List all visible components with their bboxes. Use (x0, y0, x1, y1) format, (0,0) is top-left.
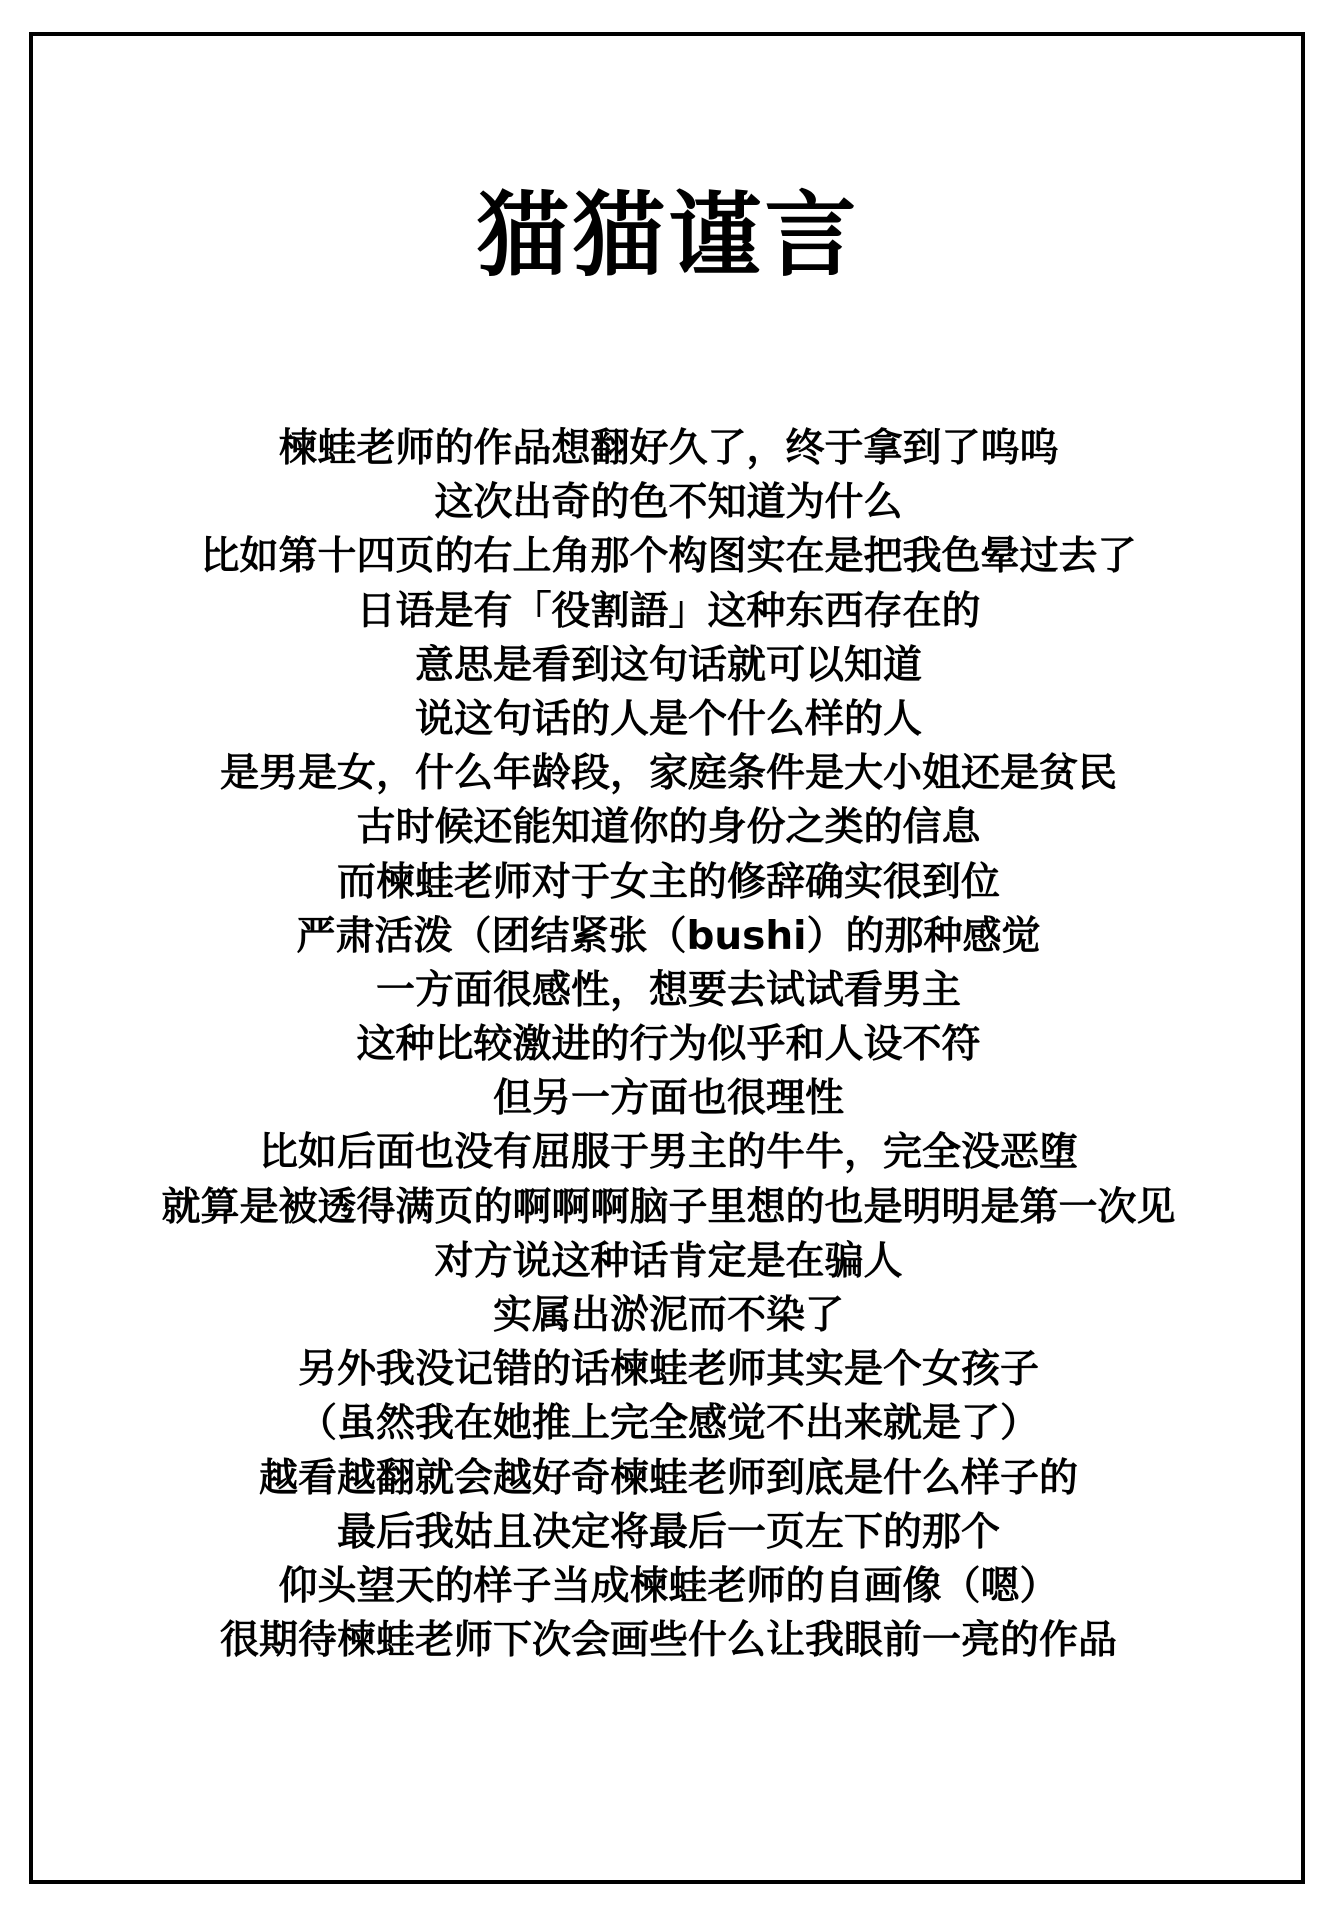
text-line: 很期待楝蛙老师下次会画些什么让我眼前一亮的作品 (219, 1618, 1117, 1664)
text-line: 古时候还能知道你的身份之类的信息 (356, 805, 981, 851)
text-line: 这次出奇的色不知道为什么 (434, 480, 903, 526)
afterword-text (0, 422, 1337, 1668)
text-line: 越看越翻就会越好奇楝蛙老师到底是什么样子的 (258, 1455, 1078, 1501)
text-line: 仰头望天的样子当成楝蛙老师的自画像（嗯） (278, 1563, 1059, 1609)
text-line: 比如后面也没有屈服于男主的牛牛，完全没恶堕 (258, 1130, 1078, 1176)
text-line: 日语是有「役割語」这种东西存在的 (356, 588, 981, 634)
page-title: 猫猫谨言 (476, 182, 861, 289)
text-line: 但另一方面也很理性 (492, 1076, 844, 1122)
text-line: （虽然我在她推上完全感觉不出来就是了） (297, 1401, 1039, 1447)
text-line: 最后我姑且决定将最后一页左下的那个 (336, 1509, 1000, 1555)
text-line: 实属出淤泥而不染了 (492, 1293, 844, 1338)
text-line: 对方说这种话肯定是在骗人 (434, 1238, 903, 1284)
text-line: 意思是看到这句话就可以知道 (414, 642, 922, 688)
text-line: 说这句话的人是个什么样的人 (414, 696, 922, 742)
text-line: 这种比较激进的行为似乎和人设不符 (356, 1022, 981, 1068)
text-line: 楝蛙老师的作品想翻好久了，终于拿到了呜呜 (278, 426, 1059, 471)
text-line: 另外我没记错的话楝蛙老师其实是个女孩子 (297, 1347, 1039, 1393)
text-line: 而楝蛙老师对于女主的修辞确实很到位 (336, 859, 1000, 905)
text-line: 就算是被透得满页的啊啊啊脑子里想的也是明明是第一次见 (161, 1184, 1176, 1230)
text-line: 比如第十四页的右上角那个构图实在是把我色晕过去了 (200, 534, 1137, 580)
text-line: 是男是女，什么年龄段，家庭条件是大小姐还是贫民 (219, 751, 1117, 797)
text-line: 一方面很感性，想要去试试看男主 (375, 967, 961, 1013)
text-line: 严肃活泼（团结紧张（bushi）的那种感觉 (296, 913, 1041, 959)
